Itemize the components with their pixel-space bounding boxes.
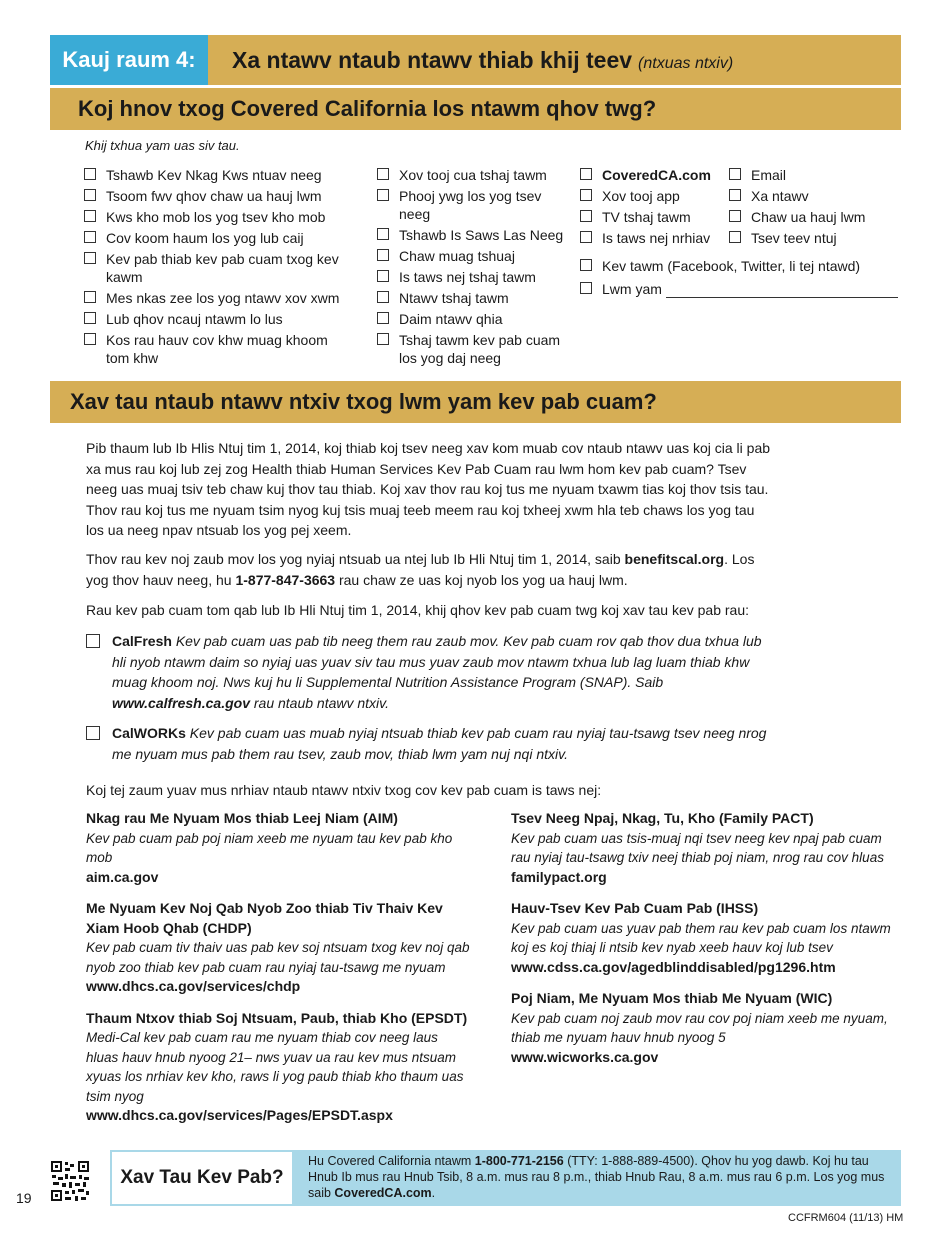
program-name: CalFresh: [112, 633, 172, 649]
option-label: Chaw ua hauj lwm: [751, 209, 866, 225]
resource-url[interactable]: www.dhcs.ca.gov/services/Pages/EPSDT.aspx: [86, 1107, 393, 1123]
option-label: Tshawb Is Saws Las Neeg: [399, 227, 564, 243]
program-description: Kev pab cuam uas pab tib neeg them rau zaub mov. Kev pab cuam rov qab thov dua txhua lub hli nyob ntawm daim so nyiaj uas yuav siv tau mus yuav zaub mov ntawm txhua lub lag luam thiab khw muag khoom noj. Nws kuj hu li Supplemental Nutrition Assistance Program (SNAP). Saib: [112, 633, 762, 690]
checkbox[interactable]: [84, 189, 96, 201]
resource-description: Kev pab cuam uas yuav pab them rau kev pab cuam los ntawm koj es koj thiaj li ntsib kev nyab xeeb hauv koj lub tsev: [511, 920, 891, 955]
checkbox[interactable]: [377, 249, 389, 261]
checkbox[interactable]: [377, 189, 389, 201]
benefitscal-link[interactable]: benefitscal.org: [624, 551, 725, 567]
option-label: Tshaj tawm kev pab cuam los yog daj neeg: [399, 332, 561, 366]
checkbox[interactable]: [86, 726, 100, 740]
checkbox-option[interactable]: [580, 166, 730, 184]
checkbox-option[interactable]: [729, 229, 889, 247]
checkbox[interactable]: [729, 168, 741, 180]
instruction-text: Khij txhua yam uas siv tau.: [85, 138, 240, 153]
checkbox-option[interactable]: [84, 187, 354, 205]
checkbox[interactable]: [580, 189, 592, 201]
checkbox-option[interactable]: [84, 310, 354, 328]
checkbox-option[interactable]: [377, 166, 572, 184]
checkbox-option[interactable]: [377, 187, 572, 223]
paragraph-programs: Rau kev pab cuam tom qab lub Ib Hli Ntuj tim 1, 2014, khij qhov kev pab cuam twg koj xav tau kev pab rau:: [86, 602, 750, 618]
checkbox[interactable]: [580, 168, 592, 180]
checkbox[interactable]: [84, 210, 96, 222]
checkbox[interactable]: [84, 231, 96, 243]
checkbox[interactable]: [84, 168, 96, 180]
option-label: Xov tooj app: [602, 188, 680, 204]
option-label: Mes nkas zee los yog ntawv xov xwm: [106, 290, 340, 306]
checkbox-option[interactable]: [84, 331, 354, 367]
option-label: Xa ntawv: [751, 188, 809, 204]
checkbox-column-2: [377, 166, 572, 370]
program-description-end: rau ntaub ntawv ntxiv.: [253, 694, 390, 711]
phone-number: 1-877-847-3663: [235, 571, 336, 588]
checkbox-option-other[interactable]: [580, 280, 900, 298]
resource-title: Poj Niam, Me Nyuam Mos thiab Me Nyuam (WIC): [511, 990, 833, 1006]
option-label: Kev tawm (Facebook, Twitter, li tej ntawd): [602, 258, 861, 274]
optional-label: (ntxuas ntxiv): [638, 55, 734, 72]
resource-title: Thaum Ntxov thiab Soj Ntsuam, Paub, thiab Kho (EPSDT): [86, 1009, 468, 1026]
resource-url[interactable]: aim.ca.gov: [86, 868, 159, 885]
checkbox[interactable]: [377, 312, 389, 324]
text: Thov rau kev noj zaub mov los yog nyiaj ntsuab ua ntej lub Ib Hli Ntuj tim 1, 2014, saib: [86, 551, 625, 567]
resource-family-pact: [511, 809, 896, 887]
option-label: Tshawb Kev Nkag Kws ntuav neeg: [106, 167, 322, 183]
text: . Los yog thov hauv neeg, hu: [86, 551, 755, 588]
paragraph-intro: Pib thaum lub Ib Hlis Ntuj tim 1, 2014, koj thiab koj tsev neeg xav kom muab cov ntaub ntawv uas koj cia li pab xa mus rau koj lub zej zog Health thiab Human Services Kev Pab Cuam rau lwm hom kev pab cuam? Tsev neeg uas muaj tsiv teb chaw kuj thov tau thiab. Koj xav thov rau koj tus me nyuam txawm tias koj thov tsis tau. Thov rau koj tus me nyuam tsim nyog kuj tsis muaj teeb meem rau koj txheej xwm hla teb chaws los yog tau los ua neeg npav ntsuab los yog pej xeem.: [86, 440, 771, 538]
checkbox-column-extra: [580, 257, 900, 301]
checkbox-option[interactable]: [377, 268, 572, 286]
checkbox-option[interactable]: [377, 247, 572, 265]
checkbox-option[interactable]: [729, 166, 889, 184]
section-heading: Xav tau ntaub ntawv ntxiv txog lwm yam kev pab cuam?: [50, 381, 901, 423]
checkbox[interactable]: [377, 168, 389, 180]
help-text: [308, 1153, 888, 1201]
checkbox[interactable]: [377, 291, 389, 303]
resource-wic: [511, 989, 896, 1067]
checkbox[interactable]: [377, 333, 389, 345]
resource-url[interactable]: www.dhcs.ca.gov/services/chdp: [86, 978, 301, 994]
option-label: Kev pab thiab kev pab cuam txog kev kawm: [106, 251, 339, 285]
option-label: Tsev teev ntuj: [751, 230, 837, 246]
option-label: Tsoom fwv qhov chaw ua hauj lwm: [106, 188, 322, 204]
checkbox-option[interactable]: [84, 166, 354, 184]
checkbox[interactable]: [729, 231, 741, 243]
checkbox-option[interactable]: [729, 187, 889, 205]
resource-title: Tsev Neeg Npaj, Nkag, Tu, Kho (Family PACT): [511, 810, 814, 826]
paragraph-apply: [86, 549, 776, 590]
step-title-text: Xa ntawv ntaub ntawv thiab khij teev: [232, 47, 633, 73]
resource-description: Kev pab cuam noj zaub mov rau cov poj niam xeeb me nyuam, thiab me nyuam hauv hnub nyoog 5: [511, 1010, 888, 1045]
checkbox-column-4: [729, 166, 889, 250]
help-phone: 1-800-771-2156: [474, 1154, 564, 1168]
checkbox[interactable]: [377, 270, 389, 282]
checkbox-option[interactable]: [580, 229, 730, 247]
option-label: Phooj ywg los yog tsev neeg: [399, 188, 542, 222]
resources-right: [511, 809, 896, 1079]
form-code: CCFRM604 (11/13) HM: [788, 1212, 904, 1224]
resource-url[interactable]: familypact.org: [511, 868, 607, 885]
resource-title: Nkag rau Me Nyuam Mos thiab Leej Niam (AIM): [86, 810, 398, 826]
coveredca-link[interactable]: CoveredCA.com: [334, 1186, 432, 1200]
checkbox[interactable]: [580, 210, 592, 222]
calfresh-link[interactable]: www.calfresh.ca.gov: [112, 694, 250, 711]
option-label: Kos rau hauv cov khw muag khoom tom khw: [106, 332, 328, 366]
checkbox-option[interactable]: [377, 289, 572, 307]
checkbox[interactable]: [84, 291, 96, 303]
help-title: Xav Tau Kev Pab?: [112, 1152, 292, 1204]
option-label: Lwm yam: [602, 281, 662, 297]
resource-description: Kev pab cuam uas tsis-muaj nqi tsev neeg kev npaj pab cuam rau nyiaj tau-tsawg txiv neej thiab poj niam, nrog rau cov hluas: [511, 830, 884, 865]
resource-epsdt: [86, 1009, 471, 1126]
text: (TTY: 1-888-889-4500). Qhov hu yog dawb. Koj hu tau Hnub Ib mus rau Hnub Tsib, 8 a.m. mus rau 8 p.m., thiab Hnub Rau, 8 a.m. mus rau 6 p.m. Los yog mus saib: [308, 1154, 885, 1200]
resource-url[interactable]: www.cdss.ca.gov/agedblinddisabled/pg1296.htm: [511, 958, 836, 975]
checkbox-option[interactable]: [580, 208, 730, 226]
checkbox[interactable]: [377, 228, 389, 240]
checkbox-option[interactable]: [377, 331, 572, 367]
checkbox[interactable]: [580, 231, 592, 243]
step-badge: Kauj raum 4:: [50, 35, 208, 85]
checkbox[interactable]: [729, 189, 741, 201]
text: Hu Covered California ntawm: [308, 1154, 475, 1168]
option-label: Lub qhov ncauj ntawm lo lus: [106, 311, 283, 327]
checkbox-option[interactable]: [580, 187, 730, 205]
checkbox-column-1: [84, 166, 354, 370]
program-calworks[interactable]: [86, 723, 776, 764]
resource-chdp: [86, 899, 471, 997]
checkbox-option[interactable]: [377, 226, 572, 244]
checkbox-option[interactable]: [84, 229, 354, 247]
resource-description: Kev pab cuam tiv thaiv uas pab kev soj ntsuam txog kev noj qab nyob zoo thiab kev pab cuam rau nyiaj tau-tsawg me nyuam: [86, 940, 470, 975]
checkbox[interactable]: [84, 252, 96, 264]
resource-ihss: [511, 899, 896, 977]
checkbox-option[interactable]: [377, 310, 572, 328]
option-label: Kws kho mob los yog tsev kho mob: [106, 209, 326, 225]
text: .: [431, 1186, 436, 1200]
checkbox-option[interactable]: [580, 257, 900, 275]
step-title: [232, 35, 733, 85]
paragraph-online: Koj tej zaum yuav mus nrhiav ntaub ntawv ntxiv txog cov kev pab cuam is taws nej:: [86, 782, 602, 798]
checkbox[interactable]: [84, 312, 96, 324]
option-label: Is taws nej tshaj tawm: [399, 269, 536, 285]
option-label: Is taws nej nrhiav: [602, 230, 711, 246]
checkbox[interactable]: [86, 634, 100, 648]
question-heading: Koj hnov txog Covered California los ntawm qhov twg?: [50, 88, 901, 130]
resource-url[interactable]: www.wicworks.ca.gov: [511, 1048, 659, 1065]
page-number: 19: [16, 1190, 32, 1206]
option-label: Cov koom haum los yog lub caij: [106, 230, 304, 246]
checkbox[interactable]: [580, 259, 592, 271]
option-label: Email: [751, 167, 787, 183]
option-label: Chaw muag tshuaj: [399, 248, 515, 264]
resource-title: Me Nyuam Kev Noj Qab Nyob Zoo thiab Tiv Thaiv Kev Xiam Hoob Qhab (CHDP): [86, 900, 443, 936]
resources-left: [86, 809, 471, 1138]
option-label: Daim ntawv qhia: [399, 311, 503, 327]
resource-description: Kev pab cuam pab poj niam xeeb me nyuam tau kev pab kho mob: [86, 830, 453, 865]
checkbox-column-3: [580, 166, 730, 250]
qr-code-icon: [50, 1160, 90, 1202]
option-label: Xov tooj cua tshaj tawm: [399, 167, 547, 183]
program-name: CalWORKs: [112, 725, 186, 741]
other-text-line[interactable]: [666, 297, 898, 298]
option-label: TV tshaj tawm: [602, 209, 691, 225]
checkbox[interactable]: [729, 210, 741, 222]
program-description: Kev pab cuam uas muab nyiaj ntsuab thiab kev pab cuam rau nyiaj tau-tsawg tsev neeg nrog me nyuam mus pab them rau tsev, zaub mov, thiab lwm yam nuj nqi ntxiv.: [112, 725, 767, 762]
option-label: CoveredCA.com: [602, 167, 711, 183]
resource-description: Medi-Cal kev pab cuam rau me nyuam thiab cov neeg laus hluas hauv hnub nyoog 21– nws yuav ua rau kev mus ntsuam xyuas los nrhiav kev kho, raws li yog paub thiab kho thaum uas tsim nyog: [86, 1030, 464, 1104]
resource-aim: [86, 809, 471, 887]
program-calfresh[interactable]: [86, 631, 776, 713]
option-label: Ntawv tshaj tawm: [399, 290, 509, 306]
checkbox-option[interactable]: [729, 208, 889, 226]
checkbox-option[interactable]: [84, 208, 354, 226]
checkbox[interactable]: [580, 282, 592, 294]
checkbox[interactable]: [84, 333, 96, 345]
text: rau chaw ze uas koj nyob los yog ua hauj lwm.: [335, 571, 628, 588]
checkbox-option[interactable]: [84, 289, 354, 307]
resource-title: Hauv-Tsev Kev Pab Cuam Pab (IHSS): [511, 900, 759, 916]
checkbox-option[interactable]: [84, 250, 354, 286]
